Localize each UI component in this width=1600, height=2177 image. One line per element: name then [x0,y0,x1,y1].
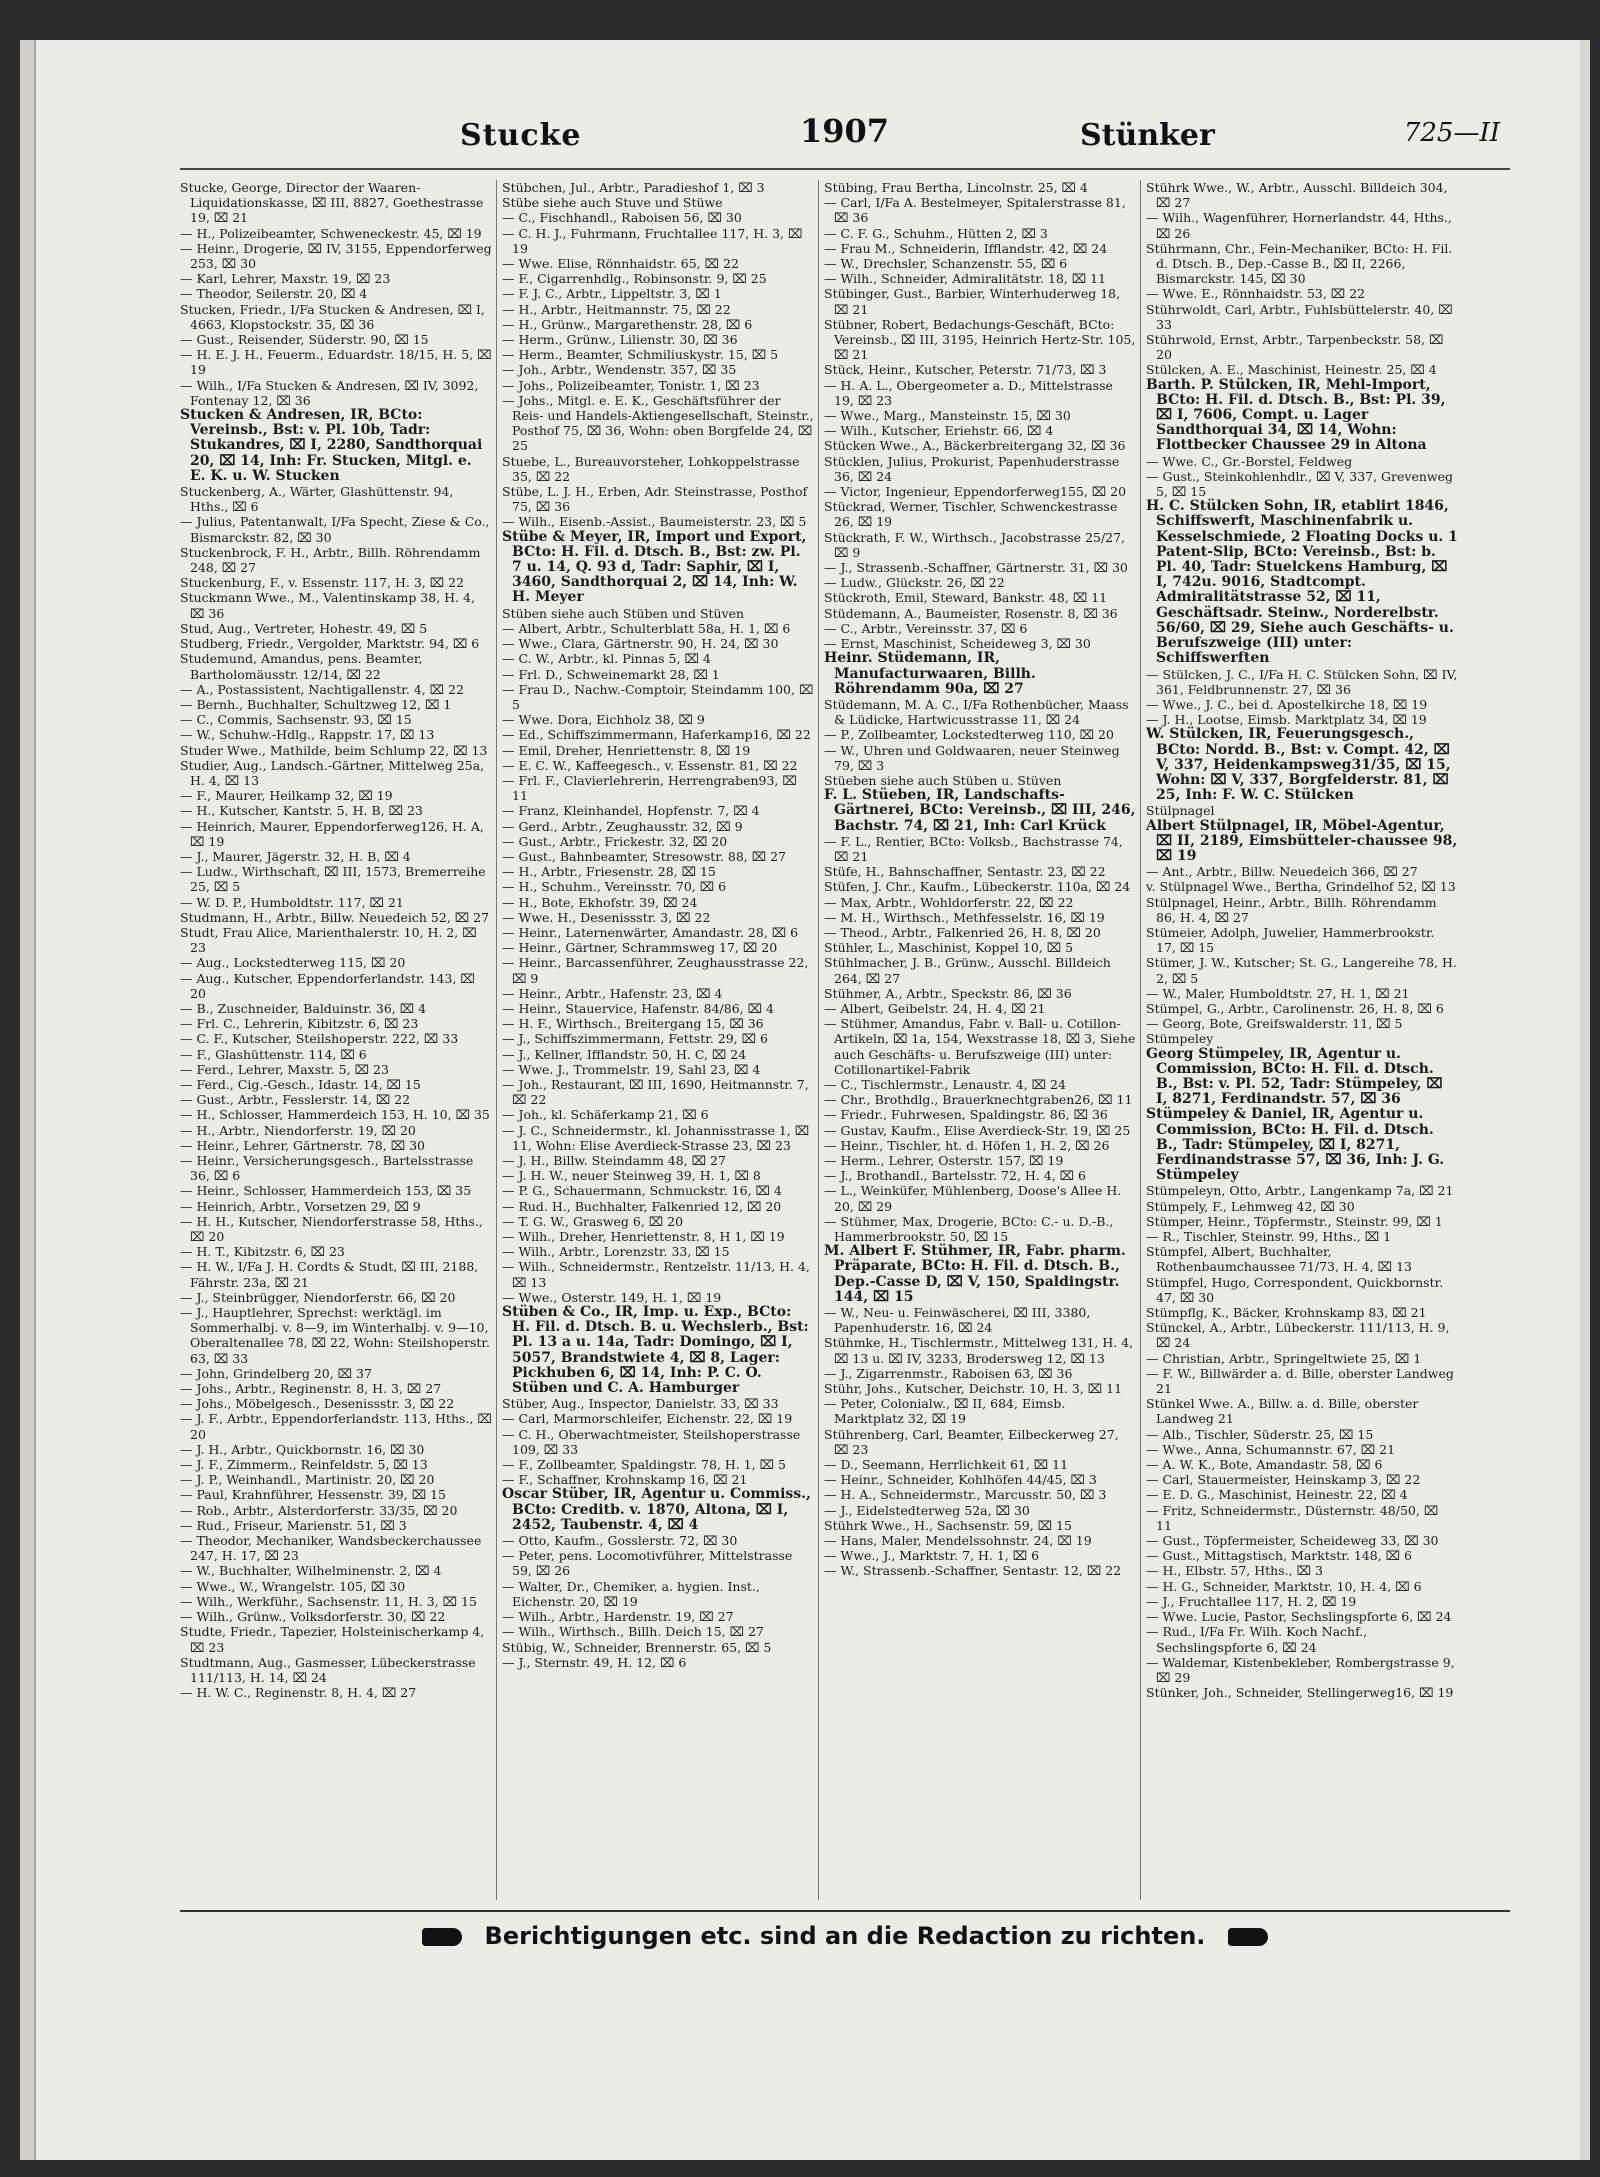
page-binding-edge [20,40,36,2160]
header-first-entry: Stucke [460,118,582,153]
directory-entry: — Wilh., Arbtr., Hardenstr. 19, ⌧ 27 [502,1609,734,1625]
directory-entry: — J., Sternstr. 49, H. 12, ⌧ 6 [502,1654,687,1670]
directory-entry: — J., Hauptlehrer, Sprechst: werktägl. im Sommerhalbj. v. 8—9, im Winterhalbj. v. 9—10, Oberaltenallee 78, ⌧ 22, Wohn: Steilshoperstr. 63, ⌧ 33 [180,1305,491,1366]
directory-entry: — H., Grünw., Margarethenstr. 28, ⌧ 6 [502,316,753,332]
directory-entry: — Alb., Tischler, Süderstr. 25, ⌧ 15 [1146,1426,1374,1442]
directory-entry: — Wwe. J., Trommelstr. 19, Sahl 23, ⌧ 4 [502,1061,761,1077]
footer-notice: Berichtigungen etc. sind an die Redaction zu richten. [484,1922,1206,1950]
directory-entry: — Gust., Bahnbeamter, Stresowstr. 88, ⌧ 27 [502,848,787,864]
directory-entry: Studberg, Friedr., Vergolder, Marktstr. 94, ⌧ 6 [180,636,480,652]
directory-entry: — Stühmer, Max, Drogerie, BCto: C.- u. D.-B., Hammerbrookstr. 50, ⌧ 15 [824,1213,1114,1245]
directory-entry: — Peter, pens. Locomotivführer, Mittelstrasse 59, ⌧ 26 [502,1548,793,1579]
directory-entry: — F., Maurer, Heilkamp 32, ⌧ 19 [180,788,393,804]
directory-entry: — C. F., Kutscher, Steilshoperstr. 222, ⌧ 33 [180,1031,459,1047]
directory-entry: Stuckenberg, A., Wärter, Glashüttenstr. 94, Hths., ⌧ 6 [180,484,454,515]
directory-entry: — Heinrich, Maurer, Eppendorferweg126, H. A, ⌧ 19 [180,818,484,849]
directory-entry: — Heinr., Tischler, ht. d. Höfen 1, H. 2, ⌧ 26 [824,1137,1110,1153]
page-footer [180,1922,1510,1962]
column-separator [496,180,497,1900]
directory-entry: Studier, Aug., Landsch.-Gärtner, Mittelweg 25a, H. 4, ⌧ 13 [180,757,485,788]
directory-entry: — Johs., Polizeibeamter, Tonistr. 1, ⌧ 23 [502,377,760,393]
directory-entry: Stüfe, H., Bahnschaffner, Sentastr. 23, ⌧ 22 [824,864,1106,880]
directory-entry: — Heinr., Schlosser, Hammerdeich 153, ⌧ 35 [180,1183,472,1199]
directory-entry: — Ludw., Wirthschaft, ⌧ III, 1573, Bremerreihe 25, ⌧ 5 [180,864,486,895]
directory-entry: — Paul, Krahnführer, Hessenstr. 39, ⌧ 15 [180,1487,446,1503]
directory-entry: — Ed., Schiffszimmermann, Haferkamp16, ⌧ 22 [502,727,811,743]
directory-entry: — Rud., I/Fa Fr. Wilh. Koch Nachf., Sechslingspforte 6, ⌧ 24 [1146,1624,1368,1655]
directory-entry: Stülcken, A. E., Maschinist, Heinestr. 25, ⌧ 4 [1146,362,1437,378]
directory-entry: Stührmann, Chr., Fein-Mechaniker, BCto: H. Fil. d. Dtsch. B., Dep.-Casse B., ⌧ II, 2266, Bismarckstr. 145, ⌧ 30 [1146,240,1453,287]
directory-entry: Stümpflg, K., Bäcker, Krohnskamp 83, ⌧ 21 [1146,1305,1427,1321]
directory-entry: — Herm., Lehrer, Osterstr. 157, ⌧ 19 [824,1153,1064,1168]
directory-entry: — J., Fruchtallee 117, H. 2, ⌧ 19 [1146,1593,1357,1609]
directory-entry: — A., Postassistent, Nachtigallenstr. 4, ⌧ 22 [180,681,464,697]
directory-entry: Stülpnagel, Heinr., Arbtr., Billh. Röhrendamm 86, H. 4, ⌧ 27 [1146,894,1437,925]
directory-entry: — Joh., Restaurant, ⌧ III, 1690, Heitmannstr. 7, ⌧ 22 [502,1076,809,1108]
directory-entry: — W., Schuhw.-Hdlg., Rappstr. 17, ⌧ 13 [180,727,435,743]
directory-entry: Stümpfel, Albert, Buchhalter, Rothenbaumchaussee 71/73, H. 4, ⌧ 13 [1146,1244,1412,1275]
directory-entry: — Ludw., Glückstr. 26, ⌧ 22 [824,575,1005,591]
directory-entry: — Heinr., Stauervice, Hafenstr. 84/86, ⌧ 4 [502,1000,774,1016]
column-4 [1146,180,1458,1900]
header-rule [180,168,1510,170]
directory-entry: — H., Elbstr. 57, Hths., ⌧ 3 [1146,1563,1323,1579]
directory-entry: — Johs., Arbtr., Reginenstr. 8, H. 3, ⌧ 27 [180,1381,442,1397]
directory-entry: — Gust., Steinkohlenhdlr., ⌧ V, 337, Grevenweg 5, ⌧ 15 [1146,468,1454,500]
directory-entry: — H., Schlosser, Hammerdeich 153, H. 10, ⌧ 35 [180,1107,490,1123]
directory-entry: — F., Schaffner, Krohnskamp 16, ⌧ 21 [502,1472,748,1488]
directory-entry: Stübner, Robert, Bedachungs-Geschäft, BCto: Vereinsb., ⌧ III, 3195, Heinrich Hertz-Str. 105, ⌧ 21 [824,316,1136,363]
header-page-number: 725—II [1403,118,1500,148]
directory-entry: — R., Tischler, Steinstr. 99, Hths., ⌧ 1 [1146,1229,1392,1245]
directory-entry: — Wwe., J., Marktstr. 7, H. 1, ⌧ 6 [824,1548,1040,1564]
directory-entry: — Ferd., Lehrer, Maxstr. 5, ⌧ 23 [180,1061,389,1077]
directory-entry: — Gerd., Arbtr., Zeughausstr. 32, ⌧ 9 [502,818,743,834]
directory-entry: — Wwe., Osterstr. 149, H. 1, ⌧ 19 [502,1289,722,1305]
directory-entry: Stucken & Andresen, IR, BCto: Vereinsb., Bst: v. Pl. 10b, Tadr: Stukandres, ⌧ I, 2280, Sandthorquai 20, ⌧ 14, Inh: Fr. Stucken, Mitgl. e. E. K. u. W. Stucken [180,407,483,484]
directory-entry: Stückrath, F. W., Wirthsch., Jacobstrasse 25/27, ⌧ 9 [824,529,1126,560]
directory-entry: Stübing, Frau Bertha, Lincolnstr. 25, ⌧ 4 [824,180,1088,195]
directory-entry: — E. D. G., Maschinist, Heinestr. 22, ⌧ 4 [1146,1487,1408,1503]
directory-entry: — Heinr., Gärtner, Schrammsweg 17, ⌧ 20 [502,940,778,956]
directory-entry: — Victor, Ingenieur, Eppendorferweg155, ⌧ 20 [824,484,1127,500]
directory-entry: — Frau D., Nachw.-Comptoir, Steindamm 100, ⌧ 5 [502,681,814,712]
directory-entry: — J. H., Billw. Steindamm 48, ⌧ 27 [502,1153,726,1168]
directory-entry: Stühler, L., Maschinist, Koppel 10, ⌧ 5 [824,940,1074,956]
directory-entry: — J. P., Weinhandl., Martinistr. 20, ⌧ 20 [180,1472,435,1488]
directory-entry: — Gust., Mittagstisch, Marktstr. 148, ⌧ 6 [1146,1548,1412,1564]
directory-entry: — J., Maurer, Jägerstr. 32, H. B, ⌧ 4 [180,848,411,864]
directory-entry: — J., Kellner, Ifflandstr. 50, H. C, ⌧ 24 [502,1046,747,1062]
directory-entry: — H., Arbtr., Heitmannstr. 75, ⌧ 22 [502,301,731,317]
directory-entry: — F. J. C., Arbtr., Lippeltstr. 3, ⌧ 1 [502,286,722,302]
header-last-entry: Stünker [1080,118,1215,153]
directory-entry: — H., Polizeibeamter, Schweneckestr. 45, ⌧ 19 [180,225,482,241]
directory-entry: — Gustav, Kaufm., Elise Averdieck-Str. 19, ⌧ 25 [824,1122,1131,1138]
directory-entry: — Stülcken, J. C., I/Fa H. C. Stülcken Sohn, ⌧ IV, 361, Feldbrunnenstr. 27, ⌧ 36 [1146,666,1458,697]
directory-entry: — C. F. G., Schuhm., Hütten 2, ⌧ 3 [824,225,1048,241]
directory-entry: Stüber, Aug., Inspector, Danielstr. 33, ⌧ 33 [502,1396,779,1412]
directory-entry: — Ant., Arbtr., Billw. Neuedeich 366, ⌧ 27 [1146,864,1418,880]
directory-entry: — Heinr., Drogerie, ⌧ IV, 3155, Eppendorferweg 253, ⌧ 30 [180,240,492,272]
pointing-hand-icon [1228,1928,1268,1946]
directory-entry: — John, Grindelberg 20, ⌧ 37 [180,1365,372,1381]
directory-entry: Georg Stümpeley, IR, Agentur u. Commission, BCto: H. Fil. d. Dtsch. B., Bst: v. Pl. 52, Tadr: Stümpeley, ⌧ I, 8271, Ferdinandstr. 57, ⌧ 36 [1146,1045,1443,1108]
directory-entry: — Wilh., Wagenführer, Hornerlandstr. 44, Hths., ⌧ 26 [1146,210,1452,241]
directory-entry: — H., Bote, Ekhofstr. 39, ⌧ 24 [502,894,698,910]
directory-entry: — C., Commis, Sachsenstr. 93, ⌧ 15 [180,712,412,728]
directory-entry: — Rud. H., Buchhalter, Falkenried 12, ⌧ 20 [502,1198,782,1214]
directory-entry: — H., Arbtr., Friesenstr. 28, ⌧ 15 [502,864,716,880]
directory-entry: — Gust., Arbtr., Frickestr. 32, ⌧ 20 [502,833,728,849]
directory-entry: — F., Zollbeamter, Spaldingstr. 78, H. 1, ⌧ 5 [502,1457,786,1473]
directory-entry: — Theodor, Mechaniker, Wandsbeckerchaussee 247, H. 17, ⌧ 23 [180,1533,482,1564]
directory-entry: — H. T., Kibitzstr. 6, ⌧ 23 [180,1244,345,1260]
directory-entry: — H. H., Kutscher, Niendorferstrasse 58, Hths., ⌧ 20 [180,1213,483,1245]
directory-entry: — Wilh., I/Fa Stucken & Andresen, ⌧ IV, 3092, Fontenay 12, ⌧ 36 [180,377,479,408]
directory-entry: Stücklen, Julius, Prokurist, Papenhuderstrasse 36, ⌧ 24 [824,453,1120,484]
directory-entry: — C. W., Arbtr., kl. Pinnas 5, ⌧ 4 [502,651,711,667]
directory-entry: — Julius, Patentanwalt, I/Fa Specht, Ziese & Co., Bismarckstr. 82, ⌧ 30 [180,514,490,545]
directory-entry: — Emil, Dreher, Henriettenstr. 8, ⌧ 19 [502,742,751,758]
directory-entry: — Wwe. C., Gr.-Borstel, Feldweg [1146,453,1353,469]
directory-entry: — Gust., Reisender, Süderstr. 90, ⌧ 15 [180,332,429,348]
directory-entry: Stümpely, F., Lehmweg 42, ⌧ 30 [1146,1198,1355,1214]
directory-entry: — Theodor, Seilerstr. 20, ⌧ 4 [180,286,368,302]
directory-entry: — Christian, Arbtr., Springeltwiete 25, ⌧ 1 [1146,1350,1422,1366]
directory-entry: — Franz, Kleinhandel, Hopfenstr. 7, ⌧ 4 [502,803,760,819]
directory-entry: Stümeier, Adolph, Juwelier, Hammerbrookstr. 17, ⌧ 15 [1146,924,1435,956]
header-year: 1907 [800,112,890,150]
directory-entry: Stüfen, J. Chr., Kaufm., Lübeckerstr. 110a, ⌧ 24 [824,879,1131,895]
directory-entry: — Heinr., Laternenwärter, Amandastr. 28, ⌧ 6 [502,924,799,940]
directory-entry: — Wwe., Clara, Gärtnerstr. 90, H. 24, ⌧ 30 [502,636,779,652]
directory-entry: — Georg, Bote, Greifswalderstr. 11, ⌧ 5 [1146,1016,1403,1032]
directory-entry: — Herm., Grünw., Lilienstr. 30, ⌧ 36 [502,332,738,348]
directory-entry: — H. G., Schneider, Marktstr. 10, H. 4, ⌧ 6 [1146,1578,1422,1594]
directory-entry: — Wwe., Anna, Schumannstr. 67, ⌧ 21 [1146,1441,1396,1457]
directory-entry: Stührwold, Ernst, Arbtr., Tarpenbeckstr. 58, ⌧ 20 [1146,332,1444,363]
directory-entry: Studer Wwe., Mathilde, beim Schlump 22, ⌧ 13 [180,742,488,758]
directory-entry: H. C. Stülcken Sohn, IR, etablirt 1846, Schiffswerft, Maschinenfabrik u. Kesselschmiede, 2 Floating Docks u. 1 Patent-Slip, BCto: Vereinsb., Bst: b. Pl. 40, Tadr: Stuelckens Hamburg, ⌧ I, 742u. 9016, Stadtcompt. Admiralitätstrasse 52, ⌧ 11, Geschäftsadr. Steinw., Norderelbstr. 56/60, ⌧ 29, Siehe auch Geschäfts- u. Berufszweige (III) unter: Schiffswerften [1146,498,1458,667]
column-separator [818,180,819,1900]
directory-entry: — W., Drechsler, Schanzenstr. 55, ⌧ 6 [824,256,1068,272]
directory-entry: — Wwe. Lucie, Pastor, Sechslingspforte 6, ⌧ 24 [1146,1609,1452,1625]
directory-entry: — J. F., Zimmerm., Reinfeldstr. 5, ⌧ 13 [180,1457,428,1473]
directory-entry: Stümpeleyn, Otto, Arbtr., Langenkamp 7a, ⌧ 21 [1146,1183,1454,1199]
directory-entry: Stühmer, A., Arbtr., Speckstr. 86, ⌧ 36 [824,985,1072,1001]
directory-entry: Stümpeley & Daniel, IR, Agentur u. Commission, BCto: H. Fil. d. Dtsch. B., Tadr: Stümpeley, ⌧ I, 8271, Ferdinandstrasse 57, ⌧ 36, Inh: J. G. Stümpeley [1146,1106,1445,1184]
pointing-hand-icon [422,1928,462,1946]
directory-entry: Stümper, Heinr., Töpfermstr., Steinstr. 99, ⌧ 1 [1146,1213,1443,1229]
directory-entry: — F. L., Rentier, BCto: Volksb., Bachstrasse 74, ⌧ 21 [824,833,1123,864]
directory-entry: — J. H., Arbtr., Quickbornstr. 16, ⌧ 30 [180,1441,425,1457]
directory-entry: — W., Neu- u. Feinwäscherei, ⌧ III, 3380, Papenhuderstr. 16, ⌧ 24 [824,1305,1091,1336]
directory-entry: — Wwe., W., Wrangelstr. 105, ⌧ 30 [180,1578,406,1594]
directory-entry: Stucken, Friedr., I/Fa Stucken & Andresen, ⌧ I, 4663, Klopstockstr. 35, ⌧ 36 [180,301,485,332]
directory-entry: — H. A., Schneidermstr., Marcusstr. 50, ⌧ 3 [824,1487,1107,1503]
directory-entry: — Gust., Töpfermeister, Scheideweg 33, ⌧ 30 [1146,1533,1439,1549]
directory-entry: Stüben & Co., IR, Imp. u. Exp., BCto: H. Fil. d. Dtsch. B. u. Wechslerb., Bst: Pl. 13 a u. 14a, Tadr: Domingo, ⌧ I, 5057, Brandstwiete 4, ⌧ 8, Lager: Pickhuben 6, ⌧ 14, Inh: P. C. O. Stüben und C. A. Hamburger [502,1304,809,1397]
directory-entry: Stümpfel, Hugo, Correspondent, Quickbornstr. 47, ⌧ 30 [1146,1274,1444,1305]
directory-entry: Stühmke, H., Tischlermstr., Mittelweg 131, H. 4, ⌧ 13 u. ⌧ IV, 3233, Brodersweg 12, ⌧ 13 [824,1335,1134,1366]
directory-entry: — P., Zollbeamter, Lockstedterweg 110, ⌧ 20 [824,727,1114,743]
directory-entry: Stührwoldt, Carl, Arbtr., Fuhlsbüttelerstr. 40, ⌧ 33 [1146,301,1453,332]
directory-entry: — Otto, Kaufm., Gosslerstr. 72, ⌧ 30 [502,1533,738,1549]
directory-entry: Stümpel, G., Arbtr., Carolinenstr. 26, H. 8, ⌧ 6 [1146,1000,1444,1016]
directory-entry: — Frl. F., Clavierlehrerin, Herrengraben93, ⌧ 11 [502,772,797,804]
directory-entry: — D., Seemann, Herrlichkeit 61, ⌧ 11 [824,1457,1069,1473]
directory-entry: — W., Strassenb.-Schaffner, Sentastr. 12, ⌧ 22 [824,1563,1122,1579]
directory-entry: — C., Tischlermstr., Lenaustr. 4, ⌧ 24 [824,1076,1066,1092]
directory-entry: — C., Fischhandl., Raboisen 56, ⌧ 30 [502,210,742,226]
directory-entry: — Friedr., Fuhrwesen, Spaldingstr. 86, ⌧ 36 [824,1107,1108,1123]
directory-entry: — Wilh., Schneidermstr., Rentzelstr. 11/13, H. 4, ⌧ 13 [502,1259,810,1290]
directory-entry: Stührk Wwe., W., Arbtr., Ausschl. Billdeich 304, ⌧ 27 [1146,180,1448,211]
directory-entry: — Wilh., Schneider, Admiralitätstr. 18, ⌧ 11 [824,271,1107,287]
directory-entry: — Wwe., J. C., bei d. Apostelkirche 18, ⌧ 19 [1146,696,1428,712]
directory-entry: Stührenberg, Carl, Beamter, Eilbeckerweg 27, ⌧ 23 [824,1426,1119,1457]
directory-entry: — J., Zigarrenmstr., Raboisen 63, ⌧ 36 [824,1365,1073,1381]
directory-entry: — H. F., Wirthsch., Breitergang 15, ⌧ 36 [502,1016,764,1032]
directory-entry: — P. G., Schauermann, Schmuckstr. 16, ⌧ 4 [502,1183,782,1199]
directory-entry: — Aug., Kutscher, Eppendorferlandstr. 143, ⌧ 20 [180,970,475,1001]
directory-entry: — Heinr., Lehrer, Gärtnerstr. 78, ⌧ 30 [180,1137,425,1153]
directory-entry: — Carl, Marmorschleifer, Eichenstr. 22, ⌧ 19 [502,1411,793,1427]
directory-entry: — H. W. C., Reginenstr. 8, H. 4, ⌧ 27 [180,1685,417,1701]
directory-entry: Oscar Stüber, IR, Agentur u. Commiss., BCto: Creditb. v. 1870, Altona, ⌧ I, 2452, Taubenstr. 4, ⌧ 4 [502,1486,811,1533]
directory-entry: — Heinr., Arbtr., Hafenstr. 23, ⌧ 4 [502,985,723,1001]
directory-entry: — J., Schiffszimmermann, Fettstr. 29, ⌧ 6 [502,1031,768,1047]
directory-entry: — Wilh., Dreher, Henriettenstr. 8, H 1, ⌧ 19 [502,1229,785,1245]
directory-entry: — W., Buchhalter, Wilhelminenstr. 2, ⌧ 4 [180,1563,442,1579]
directory-entry: Stümer, J. W., Kutscher; St. G., Langereihe 78, H. 2, ⌧ 5 [1146,955,1457,986]
directory-entry: — Theod., Arbtr., Falkenried 26, H. 8, ⌧ 20 [824,924,1101,940]
directory-entry: — T. G. W., Grasweg 6, ⌧ 20 [502,1213,684,1229]
directory-entry: Stuckmann Wwe., M., Valentinskamp 38, H. 4, ⌧ 36 [180,590,475,621]
directory-entry: Stünker, Joh., Schneider, Stellingerweg16, ⌧ 19 [1146,1685,1454,1701]
directory-entry: Stünckel, A., Arbtr., Lübeckerstr. 111/113, H. 9, ⌧ 24 [1146,1320,1450,1351]
directory-entry: Heinr. Stüdemann, IR, Manufacturwaaren, Billh. Röhrendamm 90a, ⌧ 27 [824,650,1036,697]
directory-entry: — Johs., Möbelgesch., Desenissstr. 3, ⌧ 22 [180,1396,455,1412]
directory-entry: Stüeben siehe auch Stüben u. Stüven [824,772,1062,788]
directory-entry: — F., Cigarrenhdlg., Robinsonstr. 9, ⌧ 25 [502,271,767,287]
directory-entry: — J. F., Arbtr., Eppendorferlandstr. 113, Hths., ⌧ 20 [180,1411,492,1442]
directory-entry: — C. H., Oberwachtmeister, Steilshoperstrasse 109, ⌧ 33 [502,1426,801,1457]
directory-entry: — Waldemar, Kistenbekleber, Rombergstrasse 9, ⌧ 29 [1146,1654,1455,1685]
directory-entry: — Wilh., Kutscher, Eriehstr. 66, ⌧ 4 [824,423,1054,439]
directory-entry: — E. C. W., Kaffeegesch., v. Essenstr. 81, ⌧ 22 [502,757,798,773]
directory-entry: — Aug., Lockstedterweg 115, ⌧ 20 [180,955,406,971]
directory-entry: — Frl. C., Lehrerin, Kibitzstr. 6, ⌧ 23 [180,1016,419,1032]
directory-columns [180,180,1470,1900]
directory-entry: W. Stülcken, IR, Feuerungsgesch., BCto: Nordd. B., Bst: v. Compt. 42, ⌧ V, 337, Heidenkampsweg31/35, ⌧ 15, Wohn: ⌧ V, 337, Borgfelderstr. 81, ⌧ 25, Inh: F. W. C. Stülcken [1146,726,1451,804]
directory-entry: — Heinr., Versicherungsgesch., Bartelsstrasse 36, ⌧ 6 [180,1153,474,1184]
column-3 [824,180,1136,1900]
directory-entry: — Johs., Mitgl. e. E. K., Geschäftsführer der Reis- und Handels-Aktiengesellschaft, Steinstr., Posthof 75, ⌧ 36, Wohn: oben Borgfelde 24, ⌧ 25 [502,392,814,454]
directory-entry: — J., Eidelstedterweg 52a, ⌧ 30 [824,1502,1030,1518]
directory-entry: — Wilh., Grünw., Volksdorferstr. 30, ⌧ 22 [180,1609,446,1625]
directory-entry: — W., Uhren und Goldwaaren, neuer Steinweg 79, ⌧ 3 [824,742,1120,773]
directory-entry: Stüben siehe auch Stüben und Stüven [502,605,745,621]
directory-entry: — W., Maler, Humboldtstr. 27, H. 1, ⌧ 21 [1146,985,1410,1001]
directory-entry: Barth. P. Stülcken, IR, Mehl-Import, BCto: H. Fil. d. Dtsch. B., Bst: Pl. 39, ⌧ I, 7606, Compt. u. Lager Sandthorquai 34, ⌧ 14, Wohn: Flottbecker Chaussee 29 in Altona [1146,376,1446,454]
directory-entry: — H. A. L., Obergeometer a. D., Mittelstrasse 19, ⌧ 23 [824,377,1113,408]
directory-entry: Stübig, W., Schneider, Brennerstr. 65, ⌧ 5 [502,1639,772,1655]
directory-entry: Stuckenbrock, F. H., Arbtr., Billh. Röhrendamm 248, ⌧ 27 [180,544,481,576]
directory-entry: Stübe siehe auch Stuve und Stüwe [502,195,723,211]
directory-entry: — J., Steinbrügger, Niendorferstr. 66, ⌧ 20 [180,1289,456,1305]
directory-entry: — L., Weinküfer, Mühlenberg, Doose's Allee H. 20, ⌧ 29 [824,1183,1122,1214]
directory-entry: — Wilh., Werkführ., Sachsenstr. 11, H. 3, ⌧ 15 [180,1593,477,1609]
directory-entry: Stücken Wwe., A., Bäckerbreitergang 32, ⌧ 36 [824,438,1126,454]
directory-entry: — Rob., Arbtr., Alsterdorferstr. 33/35, ⌧ 20 [180,1502,458,1518]
directory-entry: — Ernst, Maschinist, Scheideweg 3, ⌧ 30 [824,636,1091,652]
directory-entry: — B., Zuschneider, Balduinstr. 36, ⌧ 4 [180,1000,427,1016]
directory-entry: Stübinger, Gust., Barbier, Winterhuderweg 18, ⌧ 21 [824,286,1121,317]
directory-entry: — F. W., Billwärder a. d. Bille, oberster Landweg 21 [1146,1365,1454,1397]
directory-entry: — H. W., I/Fa J. H. Cordts & Studt, ⌧ III, 2188, Fährstr. 23a, ⌧ 21 [180,1259,479,1290]
directory-entry: — H. E. J. H., Feuerm., Eduardstr. 18/15, H. 5, ⌧ 19 [180,347,492,378]
directory-entry: Studtmann, Aug., Gasmesser, Lübeckerstrasse 111/113, H. 14, ⌧ 24 [180,1654,476,1685]
directory-entry: — Wwe. H., Desenissstr. 3, ⌧ 22 [502,909,711,925]
page-header [160,100,1540,153]
directory-entry: — Albert, Arbtr., Schulterblatt 58a, H. 1, ⌧ 6 [502,620,791,636]
page-right-edge [1580,40,1590,2160]
directory-entry: — Wwe. Elise, Rönnhaidstr. 65, ⌧ 22 [502,256,739,272]
directory-entry: M. Albert F. Stühmer, IR, Fabr. pharm. Präparate, BCto: H. Fil. d. Dtsch. B., Dep.-Casse D, ⌧ V, 150, Spaldingstr. 144, ⌧ 15 [824,1243,1126,1305]
directory-entry: Stührk Wwe., H., Sachsenstr. 59, ⌧ 15 [824,1517,1072,1533]
directory-entry: Stübe, L. J. H., Erben, Adr. Steinstrasse, Posthof 75, ⌧ 36 [502,484,808,515]
directory-entry: — Albert, Geibelstr. 24, H. 4, ⌧ 21 [824,1000,1046,1016]
directory-entry: — Wwe. E., Rönnhaidstr. 53, ⌧ 22 [1146,286,1366,302]
directory-entry: Stück, Heinr., Kutscher, Peterstr. 71/73, ⌧ 3 [824,362,1107,378]
directory-entry: Stud, Aug., Vertreter, Hohestr. 49, ⌧ 5 [180,620,428,636]
directory-entry: Stübchen, Jul., Arbtr., Paradieshof 1, ⌧ 3 [502,180,765,195]
directory-entry: Stübe & Meyer, IR, Import und Export, BCto: H. Fil. d. Dtsch. B., Bst: zw. Pl. 7 u. 14, Q. 93 d, Tadr: Saphir, ⌧ I, 3460, Sandthorquai 2, ⌧ 14, Inh: W. H. Meyer [502,528,807,606]
directory-entry: Studmann, H., Arbtr., Billw. Neuedeich 52, ⌧ 27 [180,909,490,925]
column-2 [502,180,814,1900]
directory-entry: Stüdemann, M. A. C., I/Fa Rothenbücher, Maass & Lüdicke, Hartwicusstrasse 11, ⌧ 24 [824,696,1129,728]
directory-entry: — Karl, Lehrer, Maxstr. 19, ⌧ 23 [180,271,391,287]
directory-entry: — C., Arbtr., Vereinsstr. 37, ⌧ 6 [824,620,1028,636]
directory-entry: Studemund, Amandus, pens. Beamter, Bartholomäusstr. 12/14, ⌧ 22 [180,651,423,682]
directory-entry: — Walter, Dr., Chemiker, a. hygien. Inst., Eichenstr. 20, ⌧ 19 [502,1578,760,1609]
directory-entry: v. Stülpnagel Wwe., Bertha, Grindelhof 52, ⌧ 13 [1146,879,1456,895]
directory-entry: Stucke, George, Director der Waaren-Liquidationskasse, ⌧ III, 8827, Goethestrasse 19, ⌧ 21 [180,180,484,226]
directory-entry: — J., Brothandl., Bartelsstr. 72, H. 4, ⌧ 6 [824,1168,1086,1184]
directory-entry: — Bernh., Buchhalter, Schultzweg 12, ⌧ 1 [180,696,452,712]
directory-entry: — Joh., kl. Schäferkamp 21, ⌧ 6 [502,1107,709,1123]
directory-entry: F. L. Stüeben, IR, Landschafts-Gärtnerei, BCto: Vereinsb., ⌧ III, 246, Bachstr. 74, ⌧ 21, Inh: Carl Krück [824,787,1136,834]
directory-entry: — Hans, Maler, Mendelssohnstr. 24, ⌧ 19 [824,1533,1092,1549]
directory-entry: — C. H. J., Fuhrmann, Fruchtallee 117, H. 3, ⌧ 19 [502,225,803,256]
directory-entry: — Frl. D., Schweinemarkt 28, ⌧ 1 [502,666,720,682]
directory-entry: Stühlmacher, J. B., Grünw., Ausschl. Billdeich 264, ⌧ 27 [824,955,1111,986]
directory-entry: Albert Stülpnagel, IR, Möbel-Agentur, ⌧ II, 2189, Eimsbütteler-chaussee 98, ⌧ 19 [1146,817,1458,864]
directory-entry: — J. H., Lootse, Eimsb. Marktplatz 34, ⌧ 19 [1146,712,1427,728]
directory-entry: — H., Kutscher, Kantstr. 5, H. B, ⌧ 23 [180,803,423,819]
directory-entry: — Chr., Brothdlg., Brauerknechtgraben26, ⌧ 11 [824,1092,1133,1108]
directory-entry: Stünkel Wwe. A., Billw. a. d. Bille, oberster Landweg 21 [1146,1396,1419,1427]
directory-entry: — Wwe. Dora, Eichholz 38, ⌧ 9 [502,712,705,728]
directory-entry: Studte, Friedr., Tapezier, Holsteinischerkamp 4, ⌧ 23 [180,1624,485,1655]
directory-entry: — Wilh., Eisenb.-Assist., Baumeisterstr. 23, ⌧ 5 [502,514,807,530]
directory-entry: — Herm., Beamter, Schmiliuskystr. 15, ⌧ 5 [502,347,779,363]
directory-entry: Stühr, Johs., Kutscher, Deichstr. 10, H. 3, ⌧ 11 [824,1381,1123,1397]
directory-entry: — W. D. P., Humboldtstr. 117, ⌧ 21 [180,894,404,910]
directory-entry: Stümpeley [1146,1031,1214,1047]
directory-entry: Stuckenburg, F., v. Essenstr. 117, H. 3, ⌧ 22 [180,575,465,591]
directory-entry: — Wilh., Wirthsch., Billh. Deich 15, ⌧ 27 [502,1624,764,1640]
directory-entry: Stuebe, L., Bureauvorsteher, Lohkoppelstrasse 35, ⌧ 22 [502,453,800,484]
footer-rule [180,1910,1510,1912]
directory-entry: — Ferd., Cig.-Gesch., Idastr. 14, ⌧ 15 [180,1076,421,1092]
directory-entry: — Carl, I/Fa A. Bestelmeyer, Spitalerstrasse 81, ⌧ 36 [824,195,1126,226]
directory-entry: — J. C., Schneidermstr., kl. Johannisstrasse 1, ⌧ 11, Wohn: Elise Averdieck-Strasse 23, ⌧ 23 [502,1122,810,1153]
directory-entry: Stückrad, Werner, Tischler, Schwenckestrasse 26, ⌧ 19 [824,499,1118,530]
directory-entry: — Rud., Friseur, Marienstr. 51, ⌧ 3 [180,1517,407,1533]
directory-entry: — Wilh., Arbtr., Lorenzstr. 33, ⌧ 15 [502,1244,730,1260]
directory-entry: — J., Strassenb.-Schaffner, Gärtnerstr. 31, ⌧ 30 [824,560,1128,576]
column-1 [180,180,492,1900]
column-separator [1140,180,1141,1900]
directory-entry: — Wwe., Marg., Mansteinstr. 15, ⌧ 30 [824,408,1071,424]
directory-entry: — Fritz, Schneidermstr., Düsternstr. 48/50, ⌧ 11 [1146,1502,1439,1533]
directory-entry: — Peter, Colonialw., ⌧ II, 684, Eimsb. Marktplatz 32, ⌧ 19 [824,1396,1066,1427]
directory-entry: — H., Schuhm., Vereinsstr. 70, ⌧ 6 [502,879,727,895]
directory-entry: — Joh., Arbtr., Wendenstr. 357, ⌧ 35 [502,362,737,378]
directory-entry: Stülpnagel [1146,803,1215,819]
directory-entry: — A. W. K., Bote, Amandastr. 58, ⌧ 6 [1146,1457,1383,1473]
directory-entry: — F., Glashüttenstr. 114, ⌧ 6 [180,1046,367,1062]
directory-entry: — J. H. W., neuer Steinweg 39, H. 1, ⌧ 8 [502,1168,761,1184]
directory-entry: — Gust., Arbtr., Fesslerstr. 14, ⌧ 22 [180,1092,411,1108]
directory-entry: — M. H., Wirthsch., Methfesselstr. 16, ⌧ 19 [824,909,1105,925]
directory-entry: Studt, Frau Alice, Marienthalerstr. 10, H. 2, ⌧ 23 [180,924,477,956]
directory-entry: Stückroth, Emil, Steward, Bankstr. 48, ⌧ 11 [824,590,1108,606]
directory-entry: — Heinr., Barcassenführer, Zeughausstrasse 22, ⌧ 9 [502,955,809,986]
directory-entry: — Carl, Stauermeister, Heinskamp 3, ⌧ 22 [1146,1472,1421,1488]
directory-entry: — Stühmer, Amandus, Fabr. v. Ball- u. Cotillon-Artikeln, ⌧ 1a, 154, Wexstrasse 18, ⌧ 3, Siehe auch Geschäfts- u. Berufszweige (III) unter: Cotillonartikel-Fabrik [824,1016,1136,1077]
directory-entry: — Max, Arbtr., Wohldorferstr. 22, ⌧ 22 [824,894,1074,910]
directory-entry: Stüdemann, A., Baumeister, Rosenstr. 8, ⌧ 36 [824,605,1118,621]
directory-entry: — Frau M., Schneiderin, Ifflandstr. 42, ⌧ 24 [824,240,1108,256]
directory-entry: — H., Arbtr., Niendorferstr. 19, ⌧ 20 [180,1122,416,1138]
directory-entry: — Heinrich, Arbtr., Vorsetzen 29, ⌧ 9 [180,1198,421,1214]
directory-entry: — Heinr., Schneider, Kohlhöfen 44/45, ⌧ 3 [824,1472,1097,1488]
